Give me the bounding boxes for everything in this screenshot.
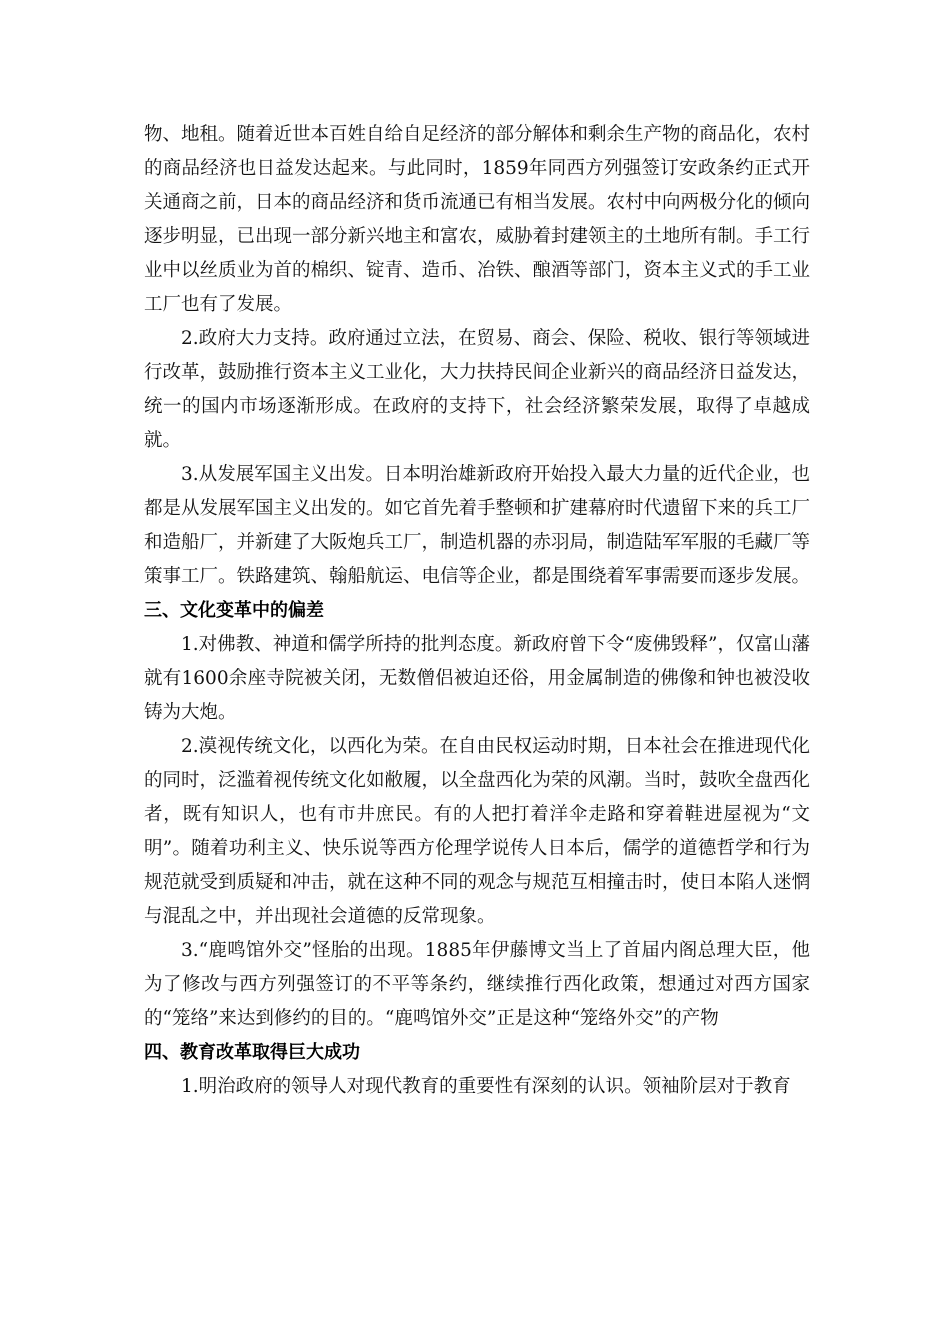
section-heading-culture: 三、文化变革中的偏差 xyxy=(144,600,324,621)
document-body xyxy=(144,118,810,1104)
paragraph-westernization: 2.漠视传统文化，以西化为荣。在自由民权运动时期，日本社会在推进现代化的同时，泛滥着视传统文化如敝履，以全盘西化为荣的风潮。当时，鼓吹全盘西化者，既有知识人，也有市井庶民。有的人把打着洋伞走路和穿着鞋进屋视为“文明”。随着功利主义、快乐说等西方伦理学说传人日本后，儒学的道德哲学和行为规范就受到质疑和冲击，就在这种不同的观念与规范互相撞击时，使日本陷人迷惘与混乱之中，并出现社会道德的反常现象。 xyxy=(144,736,811,927)
paragraph-education-leaders: 1.明治政府的领导人对现代教育的重要性有深刻的认识。领袖阶层对于教育 xyxy=(181,1076,791,1097)
paragraph-militarism: 3.从发展军国主义出发。日本明治雄新政府开始投入最大力量的近代企业，也都是从发展军国主义出发的。如它首先着手整顿和扩建幕府时代遗留下来的兵工厂和造船厂，并新建了大阪炮兵工厂，制造机器的赤羽局，制造陆军军服的毛藏厂等策事工厂。铁路建筑、翰船航运、电信等企业，都是围绕着军事需要而逐步发展。 xyxy=(144,464,811,587)
paragraph-rokumeikan: 3.“鹿鸣馆外交”怪胎的出现。1885年伊藤博文当上了首届内阁总理大臣，他为了修改与西方列强签订的不平等条约，继续推行西化政策，想通过对西方国家的“笼络”来达到修约的目的。“鹿鸣馆外交”正是这种“笼络外交”的产物 xyxy=(144,940,810,1029)
paragraph-religion-critique: 1.对佛教、神道和儒学所持的批判态度。新政府曾下令“废佛毁释”，仅富山藩就有1600余座寺院被关闭，无数僧侣被迫还俗，用金属制造的佛像和钟也被没收铸为大炮。 xyxy=(144,634,810,723)
paragraph-land-rent-economy: 物、地租。随着近世本百姓自给自足经济的部分解体和剩余生产物的商品化，农村的商品经济也日益发达起来。与此同时，1859年同西方列强签订安政条约正式开关通商之前，日本的商品经济和货币流通已有相当发展。农村中向两极分化的倾向逐步明显，已出现一部分新兴地主和富农，威胁着封建领主的土地所有制。手工行业中以丝质业为首的棉织、锭青、造币、冶铁、酿酒等部门，资本主义式的手工业工厂也有了发展。 xyxy=(144,124,811,315)
section-heading-education: 四、教育改革取得巨大成功 xyxy=(144,1042,360,1063)
paragraph-government-support: 2.政府大力支持。政府通过立法，在贸易、商会、保险、税收、银行等领域进行改革，鼓励推行资本主义工业化，大力扶持民间企业新兴的商品经济日益发达，统一的国内市场逐渐形成。在政府的支持下，社会经济繁荣发展，取得了卓越成就。 xyxy=(144,328,811,451)
